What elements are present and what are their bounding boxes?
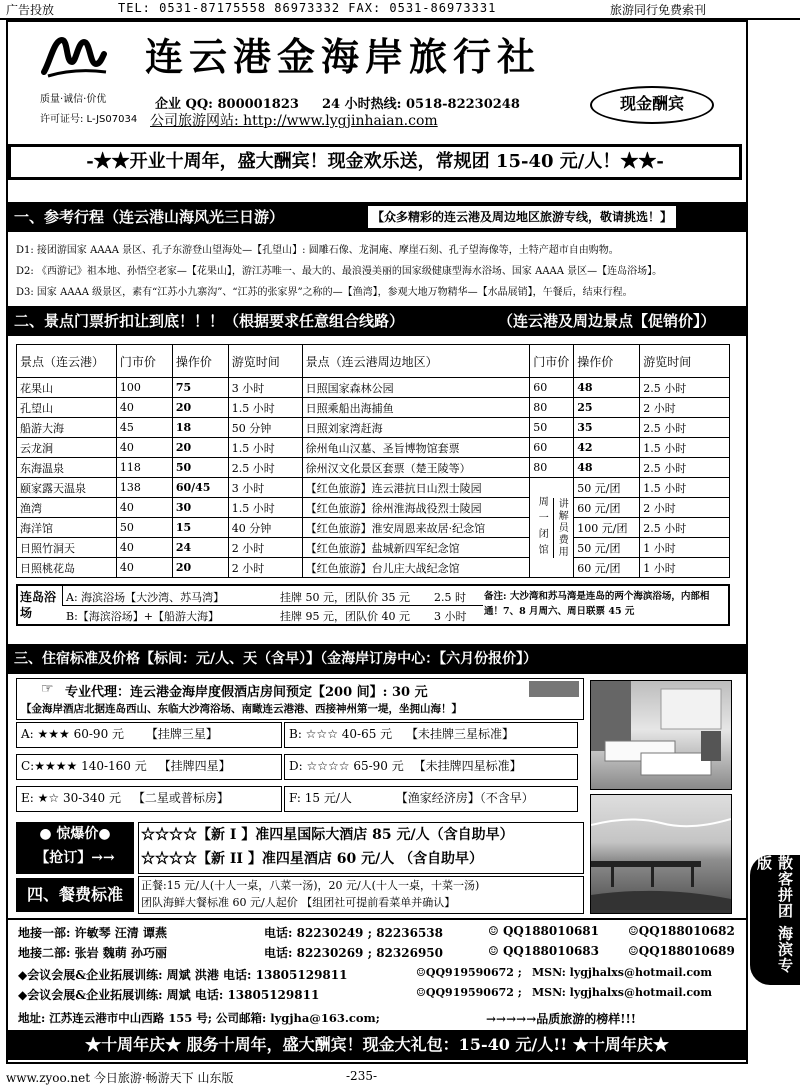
website-link[interactable]: 公司旅游网站: http://www.lygjinhaian.com	[150, 113, 438, 129]
penguin-icon: ☺	[628, 944, 639, 958]
day2: D2: 《西游记》祖本地、孙悟空老家—【花果山】，游江苏唯一、最大的、最浪漫美丽的国家级健康型海水浴场、国家 AAAA 景区—【连岛浴场】。	[16, 266, 663, 277]
hand-pointer-icon: ☞	[41, 681, 54, 697]
ticket-table	[16, 344, 730, 578]
contact-qq-2a: ☺ QQ188010683	[488, 944, 599, 958]
ad-label: 广告投放	[6, 3, 55, 17]
table-cell: 【红色旅游】徐州淮海战役烈士陵园	[302, 498, 530, 518]
promo-offer-2: ☆☆☆☆【新 II 】准四星酒店 60 元/人 （含自助早）	[141, 851, 484, 867]
table-cell: 60 元/团	[574, 498, 640, 518]
table-cell: 20	[172, 398, 228, 418]
table-cell: 【红色旅游】淮安周恩来故居·纪念馆	[302, 518, 530, 538]
table-cell: 1.5 小时	[640, 478, 730, 498]
table-cell: 48	[574, 458, 640, 478]
beach-option-a: A: 海滨浴场【大沙湾、苏马湾】	[66, 591, 225, 604]
hotel-a: A: ★★★ 60-90 元 【挂牌三星】	[16, 722, 282, 748]
section1-tag: 【众多精彩的连云港及周边地区旅游专线，敬请挑选！】	[368, 206, 676, 228]
section2-header	[8, 306, 746, 336]
section3-header	[8, 644, 746, 674]
table-cell: 1 小时	[640, 538, 730, 558]
promo-label: ● 惊爆价●	[39, 826, 111, 842]
table-cell: 1.5 小时	[228, 438, 302, 458]
penguin-icon: ☺	[488, 924, 503, 938]
table-cell: 50	[172, 458, 228, 478]
table-cell: 60	[530, 438, 574, 458]
day3: D3: 国家 AAAA 级景区，素有“江苏小九寨沟”、“江苏的张家界”之称的—【渔湾】，参观大地万物精华—【水晶展销】，午餐后，结束行程。	[16, 287, 633, 298]
table-cell: 船游大海	[17, 418, 117, 438]
meeting-qq-2: ☺QQ919590672 ;	[416, 986, 522, 999]
beach-box	[16, 584, 730, 626]
table-cell: 海洋馆	[17, 518, 117, 538]
table-row	[17, 438, 730, 458]
contact-qq-1a: ☺ QQ188010681	[488, 924, 599, 938]
guide-label: 讲解员费用	[553, 498, 567, 558]
table-cell: 2 小时	[640, 398, 730, 418]
contact-line: TEL: 0531-87175558 86973332 FAX: 0531-86973331	[118, 1, 497, 15]
table-cell: 118	[116, 458, 172, 478]
contact-tel-2: 电话: 82230269 ; 82326950	[264, 946, 443, 960]
day1: D1: 接团游国家 AAAA 景区、孔子东游登山望海处—【孔望山】: 圆雕石像、龙洞庵、摩崖石刻、孔子望海像等，土特产超市自由购物。	[16, 245, 619, 256]
meal-line-1: 正餐:15 元/人(十人一桌，八菜一汤)，20 元/人(十人一桌，十菜一汤)	[141, 879, 480, 892]
col-header: 门市价	[116, 345, 172, 378]
hotel-room-photo	[590, 680, 732, 790]
itinerary	[16, 240, 746, 303]
table-cell: 【红色旅游】台儿庄大战纪念馆	[302, 558, 530, 578]
penguin-icon: ☺	[416, 966, 426, 979]
beach-label: 连岛浴场	[20, 590, 57, 620]
table-cell: 日照乘船出海捕鱼	[302, 398, 530, 418]
agency-logo	[40, 32, 110, 80]
table-cell: 2 小时	[640, 498, 730, 518]
beach-price-a: 挂牌 50 元，团队价 35 元	[280, 591, 410, 604]
table-cell: 100	[116, 378, 172, 398]
table-cell: 50 分钟	[228, 418, 302, 438]
col-header: 操作价	[172, 345, 228, 378]
table-cell: 2.5 小时	[640, 418, 730, 438]
table-row	[17, 518, 730, 538]
meal-box	[138, 876, 584, 914]
meal-line-2: 团队海鲜大餐标准 60 元/人起价 【组团社可提前看菜单并确认】	[141, 896, 456, 909]
col-header: 门市价	[530, 345, 574, 378]
agent-text: 专业代理：连云港金海岸度假酒店房间预定【200 间】: 30 元	[65, 685, 428, 700]
table-cell: 2 小时	[228, 538, 302, 558]
table-cell: 【红色旅游】盐城新四军纪念馆	[302, 538, 530, 558]
beach-time-a: 2.5 时	[434, 591, 466, 604]
meeting-line-1: ◆会议会展&企业拓展训练: 周斌 洪港 电话: 13805129811	[18, 968, 348, 982]
table-cell: 日照国家森林公园	[302, 378, 530, 398]
table-row	[17, 378, 730, 398]
hotel-d: D: ☆☆☆☆ 65-90 元 【未挂牌四星标准】	[284, 754, 578, 780]
meal-title: 四、餐费标准	[16, 878, 134, 912]
contact-tel-1: 电话: 82230249 ; 82236538	[264, 926, 443, 940]
hotline: 24 小时热线: 0518-82230248	[322, 97, 520, 112]
table-cell: 50	[530, 418, 574, 438]
table-cell: 2.5 小时	[640, 378, 730, 398]
free-request-label: 旅游同行免费索刊	[610, 3, 707, 17]
table-cell: 1.5 小时	[228, 498, 302, 518]
table-cell: 1 小时	[640, 558, 730, 578]
footer	[0, 1068, 800, 1086]
table-cell: 花果山	[17, 378, 117, 398]
section1-header	[8, 202, 746, 232]
table-cell: 48	[574, 378, 640, 398]
table-cell: 徐州汉文化景区套票（楚王陵等）	[302, 458, 530, 478]
grab-label: 【抢订】→→	[35, 850, 115, 866]
table-cell: 40	[116, 398, 172, 418]
arrow-decoration	[529, 681, 579, 697]
table-cell: 3 小时	[228, 478, 302, 498]
table-cell: 颐家露天温泉	[17, 478, 117, 498]
license-number: 许可证号: L-JS07034	[40, 114, 138, 125]
table-cell: 40	[116, 498, 172, 518]
table-cell: 3 小时	[228, 378, 302, 398]
table-cell: 40	[116, 538, 172, 558]
contact-qq-1b: ☺QQ188010682	[628, 924, 735, 938]
table-cell: 2.5 小时	[228, 458, 302, 478]
table-cell: 2 小时	[228, 558, 302, 578]
table-cell: 2.5 小时	[640, 518, 730, 538]
meeting-line-2: ◆会议会展&企业拓展训练: 周斌 电话: 13805129811	[18, 988, 320, 1002]
promo-banner: -★★开业十周年，盛大酬宾！现金欢乐送，常规团 15-40 元/人！★★-	[8, 144, 742, 180]
table-cell: 云龙涧	[17, 438, 117, 458]
beach-option-b: B:【海滨浴场】+【船游大海】	[66, 610, 220, 623]
agency-name: 连云港金海岸旅行社	[145, 34, 542, 79]
table-cell: 30	[172, 498, 228, 518]
closed-note	[530, 478, 574, 578]
table-cell: 75	[172, 378, 228, 398]
table-row	[17, 418, 730, 438]
contact-dept-2: 地接二部: 张岩 魏萌 孙巧丽	[18, 946, 167, 960]
table-cell: 渔湾	[17, 498, 117, 518]
hotel-location: 【金海岸酒店北据连岛西山、东临大沙湾浴场、南瞰连云港港、西接神州第一堤，坐拥山海！】	[21, 703, 462, 715]
table-cell: 42	[574, 438, 640, 458]
table-cell: 东海温泉	[17, 458, 117, 478]
hotel-c: C:★★★★ 140-160 元 【挂牌四星】	[16, 754, 282, 780]
meeting-msn-1[interactable]: MSN: lygjhalxs@hotmail.com	[532, 966, 713, 979]
hotel-f: F: 15 元/人 【渔家经济房】（不含早）	[284, 786, 578, 812]
table-cell: 45	[116, 418, 172, 438]
table-cell: 60/45	[172, 478, 228, 498]
beach-note: 备注: 大沙湾和苏马湾是连岛的两个海滨浴场，内部相通！7、8 月周六、周日联票 45 元	[484, 591, 710, 617]
table-cell: 18	[172, 418, 228, 438]
penguin-icon: ☺	[416, 986, 426, 999]
penguin-icon: ☺	[488, 944, 503, 958]
table-row	[17, 498, 730, 518]
table-cell: 20	[172, 438, 228, 458]
contacts-area	[8, 918, 746, 1028]
promo-offer-1: ☆☆☆☆【新 I 】准四星国际大酒店 85 元/人（含自助早）	[141, 827, 514, 843]
promo-offers	[138, 822, 584, 874]
section2-tag: （连云港及周边景点【促销价】）	[498, 312, 716, 330]
table-row	[17, 538, 730, 558]
side-tab: 散客拼团 海滨专版	[750, 855, 800, 985]
section3-title: 三、住宿标准及价格【标间：元/人、天（含早）】（金海岸订房中心：【六月份报价】）	[14, 651, 538, 667]
beach-price-b: 挂牌 95 元，团队价 40 元	[280, 610, 410, 623]
table-cell: 100 元/团	[574, 518, 640, 538]
table-cell: 24	[172, 538, 228, 558]
table-cell: 1.5 小时	[640, 438, 730, 458]
table-cell: 60 元/团	[574, 558, 640, 578]
table-cell: 25	[574, 398, 640, 418]
table-cell: 2.5 小时	[640, 458, 730, 478]
beach-time-b: 3 小时	[434, 610, 467, 623]
col-header: 操作价	[574, 345, 640, 378]
col-header: 景点（连云港）	[17, 345, 117, 378]
section2-title: 二、景点门票折扣让到底！！！（根据要求任意组合线路）	[14, 312, 405, 330]
cash-reward-badge: 现金酬宾	[590, 86, 714, 124]
table-cell: 50 元/团	[574, 538, 640, 558]
table-row	[17, 558, 730, 578]
table-cell: 日照桃花岛	[17, 558, 117, 578]
agent-box	[16, 678, 584, 720]
table-cell: 50	[116, 518, 172, 538]
col-header: 游览时间	[228, 345, 302, 378]
table-cell: 日照刘家湾赶海	[302, 418, 530, 438]
table-cell: 138	[116, 478, 172, 498]
page-number: -235-	[346, 1069, 378, 1083]
promo-box	[16, 822, 134, 874]
table-cell: 徐州龟山汉墓、圣旨博物馆套票	[302, 438, 530, 458]
contact-qq-2b: ☺QQ188010689	[628, 944, 735, 958]
table-row	[17, 478, 730, 498]
beach-pier-photo	[590, 794, 732, 914]
col-header: 景点（连云港周边地区）	[302, 345, 530, 378]
table-cell: 日照竹洞天	[17, 538, 117, 558]
contact-dept-1: 地接一部: 许敏琴 汪清 谭燕	[18, 926, 167, 940]
table-cell: 1.5 小时	[228, 398, 302, 418]
table-cell: 50 元/团	[574, 478, 640, 498]
hotel-e: E: ★☆ 30-340 元 【二星或普标房】	[16, 786, 282, 812]
meeting-qq-1: ☺QQ919590672 ;	[416, 966, 522, 979]
meeting-msn-2[interactable]: MSN: lygjhalxs@hotmail.com	[532, 986, 713, 999]
top-bar	[0, 0, 800, 20]
table-cell: 40	[116, 558, 172, 578]
motto: 质量·诚信·价优	[40, 94, 107, 105]
table-cell: 40	[116, 438, 172, 458]
table-cell: 15	[172, 518, 228, 538]
table-row	[17, 458, 730, 478]
table-header-row	[17, 345, 730, 378]
table-cell: 80	[530, 458, 574, 478]
table-cell: 【红色旅游】连云港抗日山烈士陵园	[302, 478, 530, 498]
table-cell: 20	[172, 558, 228, 578]
hotel-b: B: ☆☆☆ 40-65 元 【未挂牌三星标准】	[284, 722, 578, 748]
company-address: 地址: 江苏连云港市中山西路 155 号; 公司邮箱: lygjha@163.com;	[18, 1011, 380, 1025]
table-cell: 80	[530, 398, 574, 418]
table-cell: 孔望山	[17, 398, 117, 418]
table-row	[17, 398, 730, 418]
section1-title: 一、参考行程（连云港山海风光三日游）	[14, 208, 285, 226]
table-cell: 40 分钟	[228, 518, 302, 538]
qq-info: 企业 QQ: 800001823	[155, 97, 299, 112]
table-cell: 35	[574, 418, 640, 438]
penguin-icon: ☺	[628, 924, 639, 938]
col-header: 游览时间	[640, 345, 730, 378]
table-cell: 60	[530, 378, 574, 398]
footer-site: www.zyoo.net 今日旅游·畅游天下 山东版	[6, 1071, 234, 1085]
bottom-banner: ★十周年庆★ 服务十周年，盛大酬宾！现金大礼包：15-40 元/人!! ★十周年庆★	[8, 1030, 746, 1060]
closed-label: 周一闭馆	[536, 495, 548, 560]
slogan: →→→→→品质旅游的榜样!!!	[486, 1012, 637, 1026]
